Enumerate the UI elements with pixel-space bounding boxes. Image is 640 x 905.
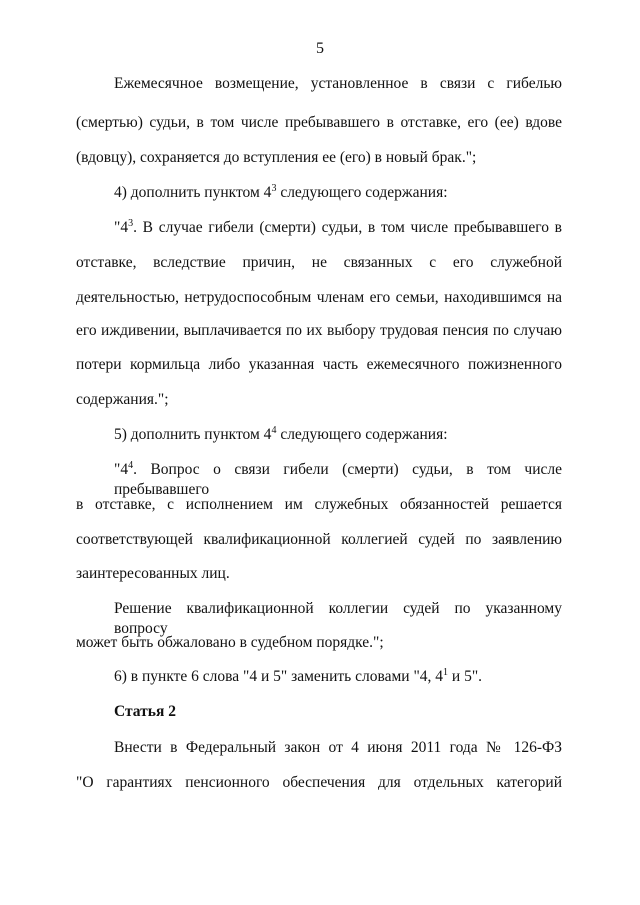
text-span: 4) дополнить пунктом 4 (114, 184, 272, 201)
page-number: 5 (316, 40, 324, 57)
text-line: соответствующей квалификационной коллегией судей по заявлению (76, 531, 562, 548)
text-line (114, 218, 562, 238)
text-line: содержания."; (76, 391, 169, 408)
text-line (114, 425, 448, 445)
text-line: его иждивении, выплачивается по их выбору трудовая пенсия по случаю (76, 322, 562, 339)
text-line: в отставке, с исполнением им служебных обязанностей решается (76, 496, 562, 513)
text-line: потери кормильца либо указанная часть ежемесячного пожизненного (76, 356, 562, 373)
text-line: может быть обжаловано в судебном порядке."; (76, 634, 384, 651)
superscript: 1 (443, 667, 449, 678)
text-line: отставке, вследствие причин, не связанных с его служебной (76, 254, 562, 271)
superscript: 3 (271, 183, 277, 194)
text-line (114, 667, 482, 687)
superscript: 3 (128, 218, 134, 229)
text-span: "4 (114, 461, 129, 478)
text-line (114, 460, 562, 498)
text-span: 5) дополнить пунктом 4 (114, 426, 272, 443)
text-line: Решение квалификационной коллегии судей по указанному вопросу (114, 600, 562, 637)
text-line: Внести в Федеральный закон от 4 июня 2011 года № 126-ФЗ (114, 739, 562, 756)
text-span: . Вопрос о связи гибели (смерти) судьи, в том числе пребывавшего (114, 461, 562, 498)
text-line: Ежемесячное возмещение, установленное в связи с гибелью (114, 75, 562, 92)
text-span: следующего содержания: (276, 426, 448, 443)
text-span: 6) в пункте 6 слова "4 и 5" заменить словами "4, 4 (114, 668, 444, 685)
text-line: (вдовцу), сохраняется до вступления ее (его) в новый брак."; (76, 149, 477, 166)
article-heading: Статья 2 (114, 703, 176, 720)
text-span: "4 (114, 219, 129, 236)
text-line: "О гарантиях пенсионного обеспечения для отдельных категорий (76, 774, 562, 791)
text-span: и 5". (448, 668, 483, 685)
text-line: деятельностью, нетрудоспособным членам его семьи, находившимся на (76, 289, 562, 306)
text-line: заинтересованных лиц. (76, 565, 230, 582)
text-span: следующего содержания: (276, 184, 448, 201)
superscript: 4 (271, 425, 277, 436)
text-line (114, 183, 448, 203)
text-line: (смертью) судьи, в том числе пребывавшего в отставке, его (ее) вдове (76, 114, 562, 131)
text-span: . В случае гибели (смерти) судьи, в том числе пребывавшего в (133, 219, 562, 236)
superscript: 4 (128, 460, 134, 471)
